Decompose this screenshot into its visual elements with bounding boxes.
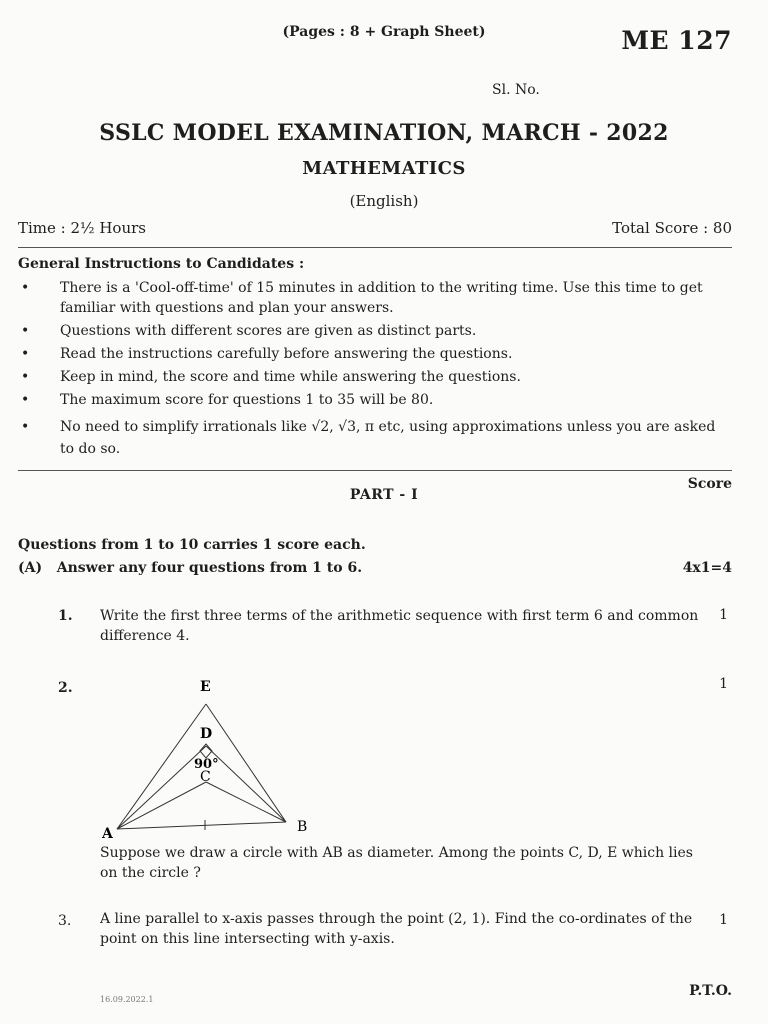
bullet-icon: • [21, 419, 30, 435]
bullet-icon: • [21, 280, 30, 296]
question-score: 1 [719, 912, 728, 928]
instructions-heading: General Instructions to Candidates : [18, 256, 305, 272]
question-text: Write the first three terms of the arithmetic sequence with first term 6 and common difference 4. [100, 608, 699, 644]
paper-code: ME 127 [621, 26, 732, 55]
instruction-item: • Questions with different scores are given as distinct parts. [21, 323, 477, 339]
instructions-divider [18, 470, 732, 471]
bullet-icon: • [21, 369, 30, 385]
language-label: (English) [349, 192, 419, 210]
question-score: 1 [719, 676, 728, 692]
instruction-item: • Keep in mind, the score and time while answering the questions. [21, 369, 521, 385]
page-count: (Pages : 8 + Graph Sheet) [282, 24, 486, 40]
segment-ab [117, 822, 286, 829]
serial-number-label: Sl. No. [492, 82, 540, 98]
segment-ad [117, 746, 206, 829]
instruction-item: • The maximum score for questions 1 to 35 will be 80. [21, 392, 434, 408]
instructions-list [18, 278, 732, 463]
angle-label: 90° [194, 757, 219, 772]
label-c: C [200, 769, 211, 785]
footer-code: 16.09.2022.1 [100, 995, 154, 1004]
question-score: 1 [719, 607, 728, 623]
bullet-icon: • [21, 346, 30, 362]
bullet-icon: • [21, 323, 30, 339]
label-a: A [102, 826, 113, 842]
segment-ae [117, 704, 206, 829]
segment-ac [117, 782, 206, 829]
section-text: Answer any four questions from 1 to 6. [56, 560, 363, 576]
time-allowed: Time : 2½ Hours [18, 219, 146, 237]
score-column-label: Score [687, 476, 732, 492]
instruction-item: • No need to simplify irrationals like √2, √3, π etc, using approximations unless you are asked to do so. [18, 416, 732, 460]
segment-bc [206, 782, 286, 822]
label-e: E [200, 679, 211, 695]
header-divider [18, 247, 732, 248]
label-d: D [200, 726, 213, 742]
question-text: A line parallel to x-axis passes through the point (2, 1). Find the co-ordinates of the point on this line intersecting with y-axis. [100, 911, 693, 947]
label-b: B [297, 819, 308, 835]
question-text: Suppose we draw a circle with AB as diameter. Among the points C, D, E which lies on the circle ? [100, 845, 693, 881]
total-score: Total Score : 80 [612, 219, 732, 237]
triangle-figure [90, 672, 330, 847]
bullet-icon: • [21, 392, 30, 408]
question-number: 3. [58, 913, 72, 929]
section-marks: 4x1=4 [682, 560, 732, 576]
question-number: 1. [58, 608, 73, 624]
part-title: PART - I [349, 487, 419, 503]
instruction-item: • Read the instructions carefully before answering the questions. [21, 346, 513, 362]
subject-title: MATHEMATICS [302, 158, 466, 179]
exam-title: SSLC MODEL EXAMINATION, MARCH - 2022 [99, 120, 669, 146]
instruction-item: • There is a 'Cool-off-time' of 15 minutes in addition to the writing time. Use this time to get familiar with questions and plan your answers. [21, 280, 703, 316]
section-label: (A) [18, 560, 43, 576]
section-heading [18, 560, 362, 576]
questions-heading: Questions from 1 to 10 carries 1 score each. [18, 537, 366, 553]
please-turn-over: P.T.O. [689, 983, 732, 999]
question-number: 2. [58, 680, 73, 696]
